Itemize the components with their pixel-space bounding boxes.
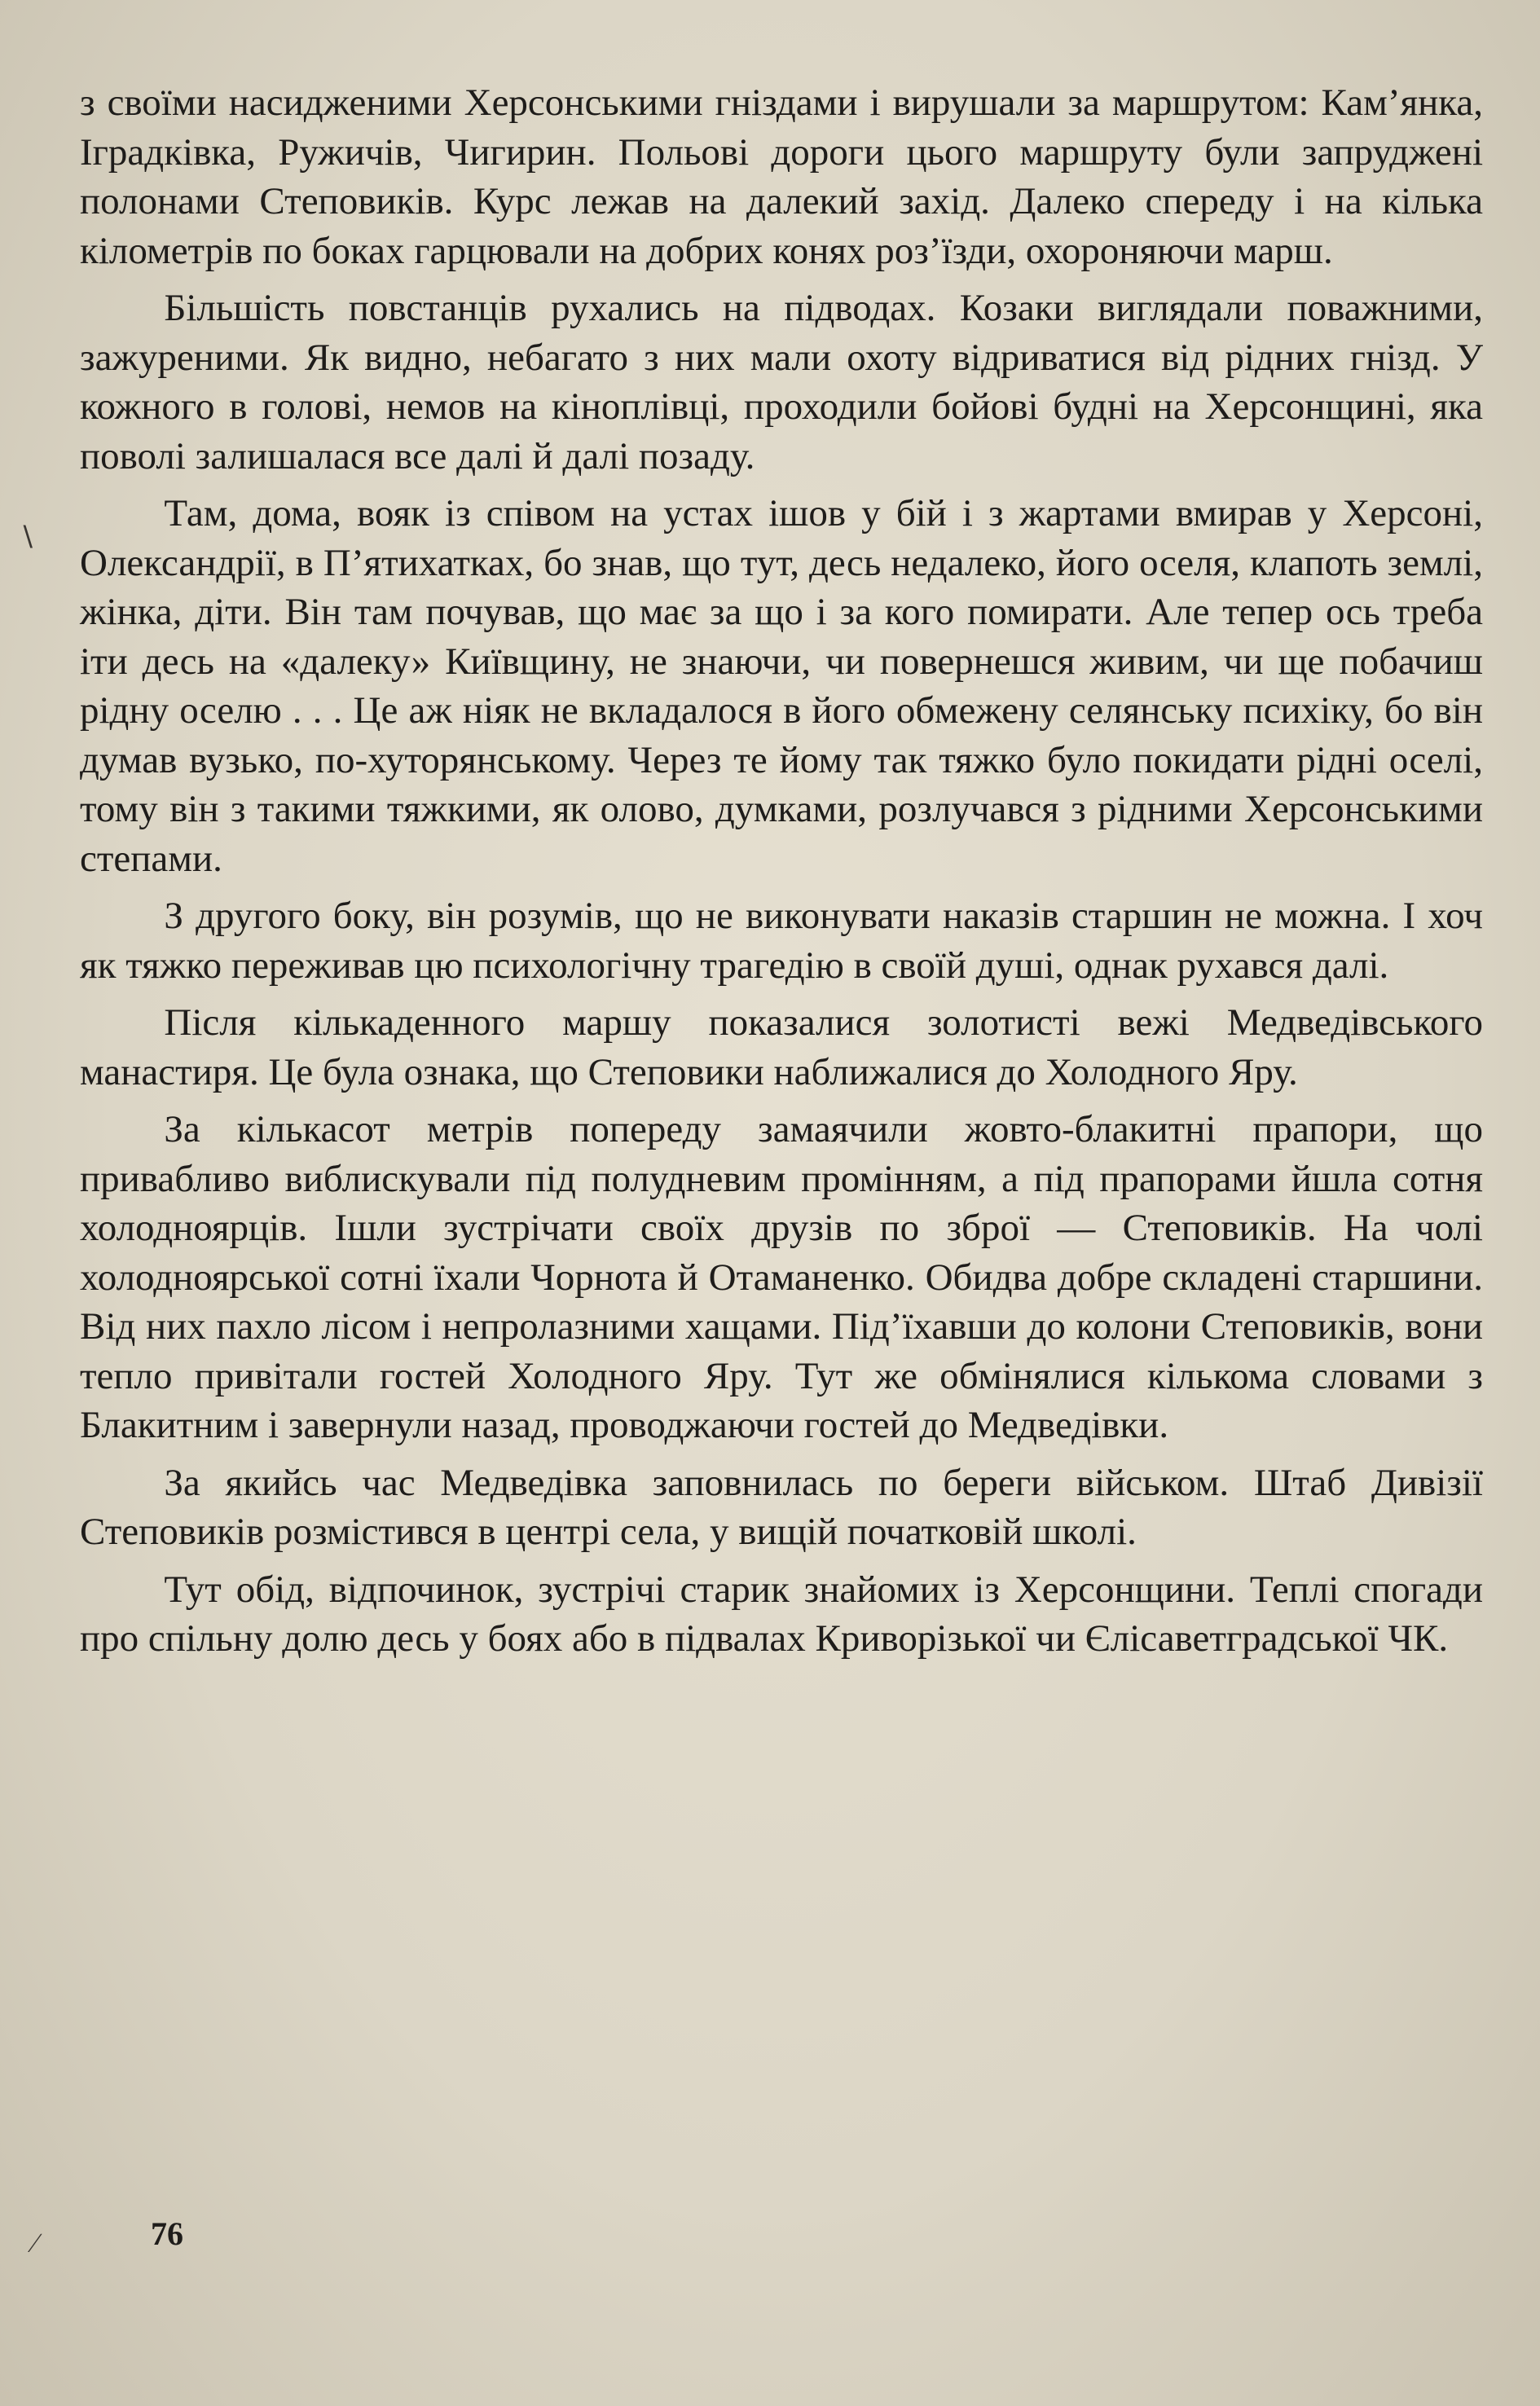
paragraph-6: За кількасот метрів попереду замаячили жовто-блакитні прапори, що привабливо виблискували під полудневим промінням, а під прапорами йшла сотня холодноярців. Ішли зустрічати своїх друзів по зброї — Степовиків. На чолі холодноярської сотні їхали Чорнота й Отаманенко. Обидва добре складені старшини. Від них пахло лісом і непролазними хащами. Під’їхавши до колони Степовиків, вони тепло привітали гостей Холодного Яру. Тут же обмінялися кількома словами з Блакитним і завернули назад, проводжаючи гостей до Медведівки.: [80, 1108, 1483, 1446]
margin-mark: ∕: [33, 2228, 37, 2259]
margin-mark: ∖: [18, 523, 36, 553]
paragraph-1: з своїми насидженими Херсонськими гніздами і вирушали за маршрутом: Кам’янка, Іградківка, Ружичів, Чигирин. Польові дороги цього маршруту були запруджені полонами Степовиків. Курс лежав на далекий захід. Далеко спереду і на кілька кілометрів по боках гарцювали на добрих конях роз’їзди, охороняючи марш.: [80, 81, 1483, 272]
paragraph-4: З другого боку, він розумів, що не виконувати наказів старшин не можна. І хоч як тяжко переживав цю психологічну трагедію в своїй душі, однак рухався далі.: [80, 895, 1483, 987]
page-body-text: [80, 78, 1483, 1672]
paragraph-3: Там, дома, вояк із співом на устах ішов у бій і з жартами вмирав у Херсоні, Олександрії, в П’ятихатках, бо знав, що тут, десь недалеко, його оселя, клапоть землі, жінка, діти. Він там почував, що має за що і за кого помирати. Але тепер ось треба іти десь на «далеку» Київщину, не знаючи, чи повернешся живим, чи ще побачиш рідну оселю . . . Це аж ніяк не вкладалося в його обмежену селянську психіку, бо він думав вузько, по-хуторянському. Через те йому так тяжко було покидати рідні оселі, тому він з такими тяжкими, як олово, думками, розлучався з рідними Херсонськими степами.: [80, 492, 1483, 880]
page-number: 76: [151, 2215, 183, 2252]
paragraph-8: Тут обід, відпочинок, зустрічі старик знайомих із Херсонщини. Теплі спогади про спільну долю десь у боях або в підвалах Криворізької чи Єлісаветградської ЧК.: [80, 1568, 1483, 1660]
paragraph-2: Більшість повстанців рухались на підводах. Козаки виглядали поважними, зажуреними. Як видно, небагато з них мали охоту відриватися від рідних гнізд. У кожного в голові, немов на кіноплівці, проходили бойові будні на Херсонщині, яка поволі залишалася все далі й далі позаду.: [80, 287, 1483, 477]
paragraph-5: Після кількаденного маршу показалися золотисті вежі Медведівського манастиря. Це була ознака, що Степовики наближалися до Холодного Яру.: [80, 1001, 1483, 1093]
paragraph-7: За якийсь час Медведівка заповнилась по береги військом. Штаб Дивізії Степовиків розмістився в центрі села, у вищій початковій школі.: [80, 1461, 1483, 1553]
